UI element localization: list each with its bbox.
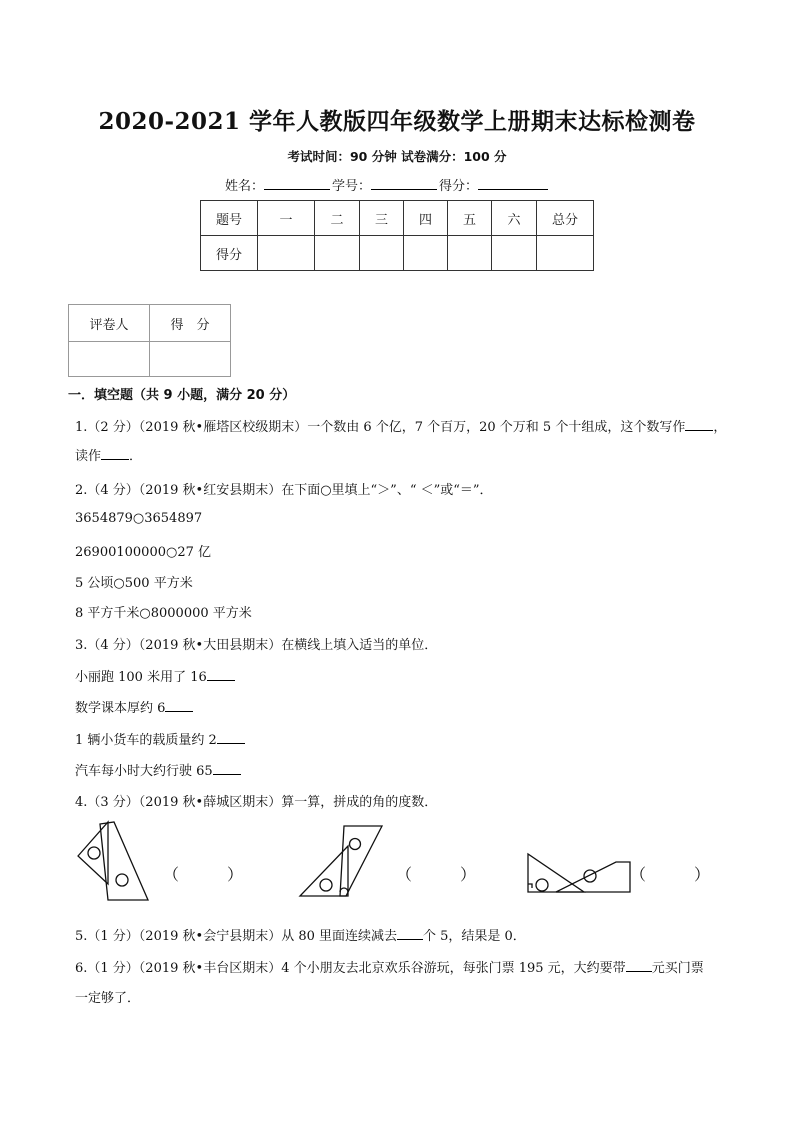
answer-blank[interactable] <box>397 927 423 940</box>
id-blank[interactable] <box>371 177 437 190</box>
question-5: 5.（1 分）（2019 秋•会宁县期末）从 80 里面连续减去 个 5，结果是 0． <box>75 929 526 944</box>
answer-paren-3[interactable]: （ ） <box>630 865 711 884</box>
grader-header: 评卷人 <box>69 305 150 342</box>
score-cell[interactable] <box>315 236 360 271</box>
score-header-cell: 六 <box>492 201 537 236</box>
score-header-cell: 二 <box>315 201 360 236</box>
student-info-line <box>225 175 550 194</box>
score-header-cell: 总分 <box>537 201 594 236</box>
page-title: 2020-2021 学年人教版四年级数学上册期末达标检测卷 <box>98 108 696 135</box>
set-square-figure-3 <box>520 848 644 900</box>
score-cell[interactable] <box>492 236 537 271</box>
score-cell[interactable] <box>537 236 594 271</box>
score-header-cell: 题号 <box>201 201 258 236</box>
unit-item: 汽车每小时大约行驶 65 <box>75 760 241 779</box>
grader-name-cell[interactable] <box>69 342 150 377</box>
comparison-item: 3654879○3654897 <box>75 511 203 526</box>
score-table <box>200 200 594 271</box>
answer-blank[interactable] <box>101 447 129 460</box>
question-6-line-1: 6.（1 分）（2019 秋•丰台区期末）4 个小朋友去北京欢乐谷游玩，每张门票 195 元，大约要带 元买门票 <box>75 961 704 976</box>
score-blank[interactable] <box>478 177 548 190</box>
grader-score-header: 得 分 <box>150 305 231 342</box>
score-table-header-row <box>201 201 594 236</box>
score-label: 得分： <box>439 179 479 194</box>
answer-paren-1[interactable]: （ ） <box>163 865 244 884</box>
question-4: 4.（3 分）（2019 秋•薛城区期末）算一算，拼成的角的度数． <box>75 795 438 810</box>
comparison-item: 8 平方千米○8000000 平方米 <box>75 606 252 621</box>
name-blank[interactable] <box>264 177 330 190</box>
question-3: 3.（4 分）（2019 秋•大田县期末）在横线上填入适当的单位． <box>75 638 438 653</box>
unit-item: 1 辆小货车的载质量约 2 <box>75 729 245 748</box>
score-cell[interactable] <box>448 236 492 271</box>
grader-table <box>68 304 231 377</box>
score-header-cell: 一 <box>258 201 315 236</box>
score-table-score-row <box>201 236 594 271</box>
unit-item: 小丽跑 100 米用了 16 <box>75 666 235 685</box>
unit-item: 数学课本厚约 6 <box>75 697 193 716</box>
score-header-cell: 五 <box>448 201 492 236</box>
question-1-line-1: 1.（2 分）（2019 秋•雁塔区校级期末）一个数由 6 个亿，7 个百万，20 个万和 5 个十组成，这个数写作 ， <box>75 420 727 435</box>
answer-paren-2[interactable]: （ ） <box>396 865 477 884</box>
score-row-label: 得分 <box>201 236 258 271</box>
comparison-item: 5 公顷○500 平方米 <box>75 576 193 591</box>
answer-blank[interactable] <box>213 762 241 775</box>
score-cell[interactable] <box>360 236 404 271</box>
comparison-item: 26900100000○27 亿 <box>75 545 211 560</box>
exam-subtitle: 考试时间：90 分钟 试卷满分：100 分 <box>287 149 507 164</box>
answer-blank[interactable] <box>685 418 713 431</box>
answer-blank[interactable] <box>165 699 193 712</box>
score-header-cell: 三 <box>360 201 404 236</box>
score-cell[interactable] <box>404 236 448 271</box>
answer-blank[interactable] <box>207 668 235 681</box>
question-2: 2.（4 分）（2019 秋•红安县期末）在下面○里填上“＞”、“ ＜”或“＝”． <box>75 483 493 498</box>
set-square-figure-1 <box>70 818 160 906</box>
section-heading: 一．填空题（共 9 小题，满分 20 分） <box>68 388 296 403</box>
score-cell[interactable] <box>258 236 315 271</box>
name-label: 姓名： <box>225 179 265 194</box>
question-1-line-2: 读作 ． <box>75 449 143 464</box>
score-header-cell: 四 <box>404 201 448 236</box>
set-square-figure-2 <box>292 822 392 902</box>
answer-blank[interactable] <box>626 959 652 972</box>
question-6-line-2: 一定够了． <box>75 991 141 1006</box>
grader-score-cell[interactable] <box>150 342 231 377</box>
answer-blank[interactable] <box>217 731 245 744</box>
id-label: 学号： <box>332 179 372 194</box>
